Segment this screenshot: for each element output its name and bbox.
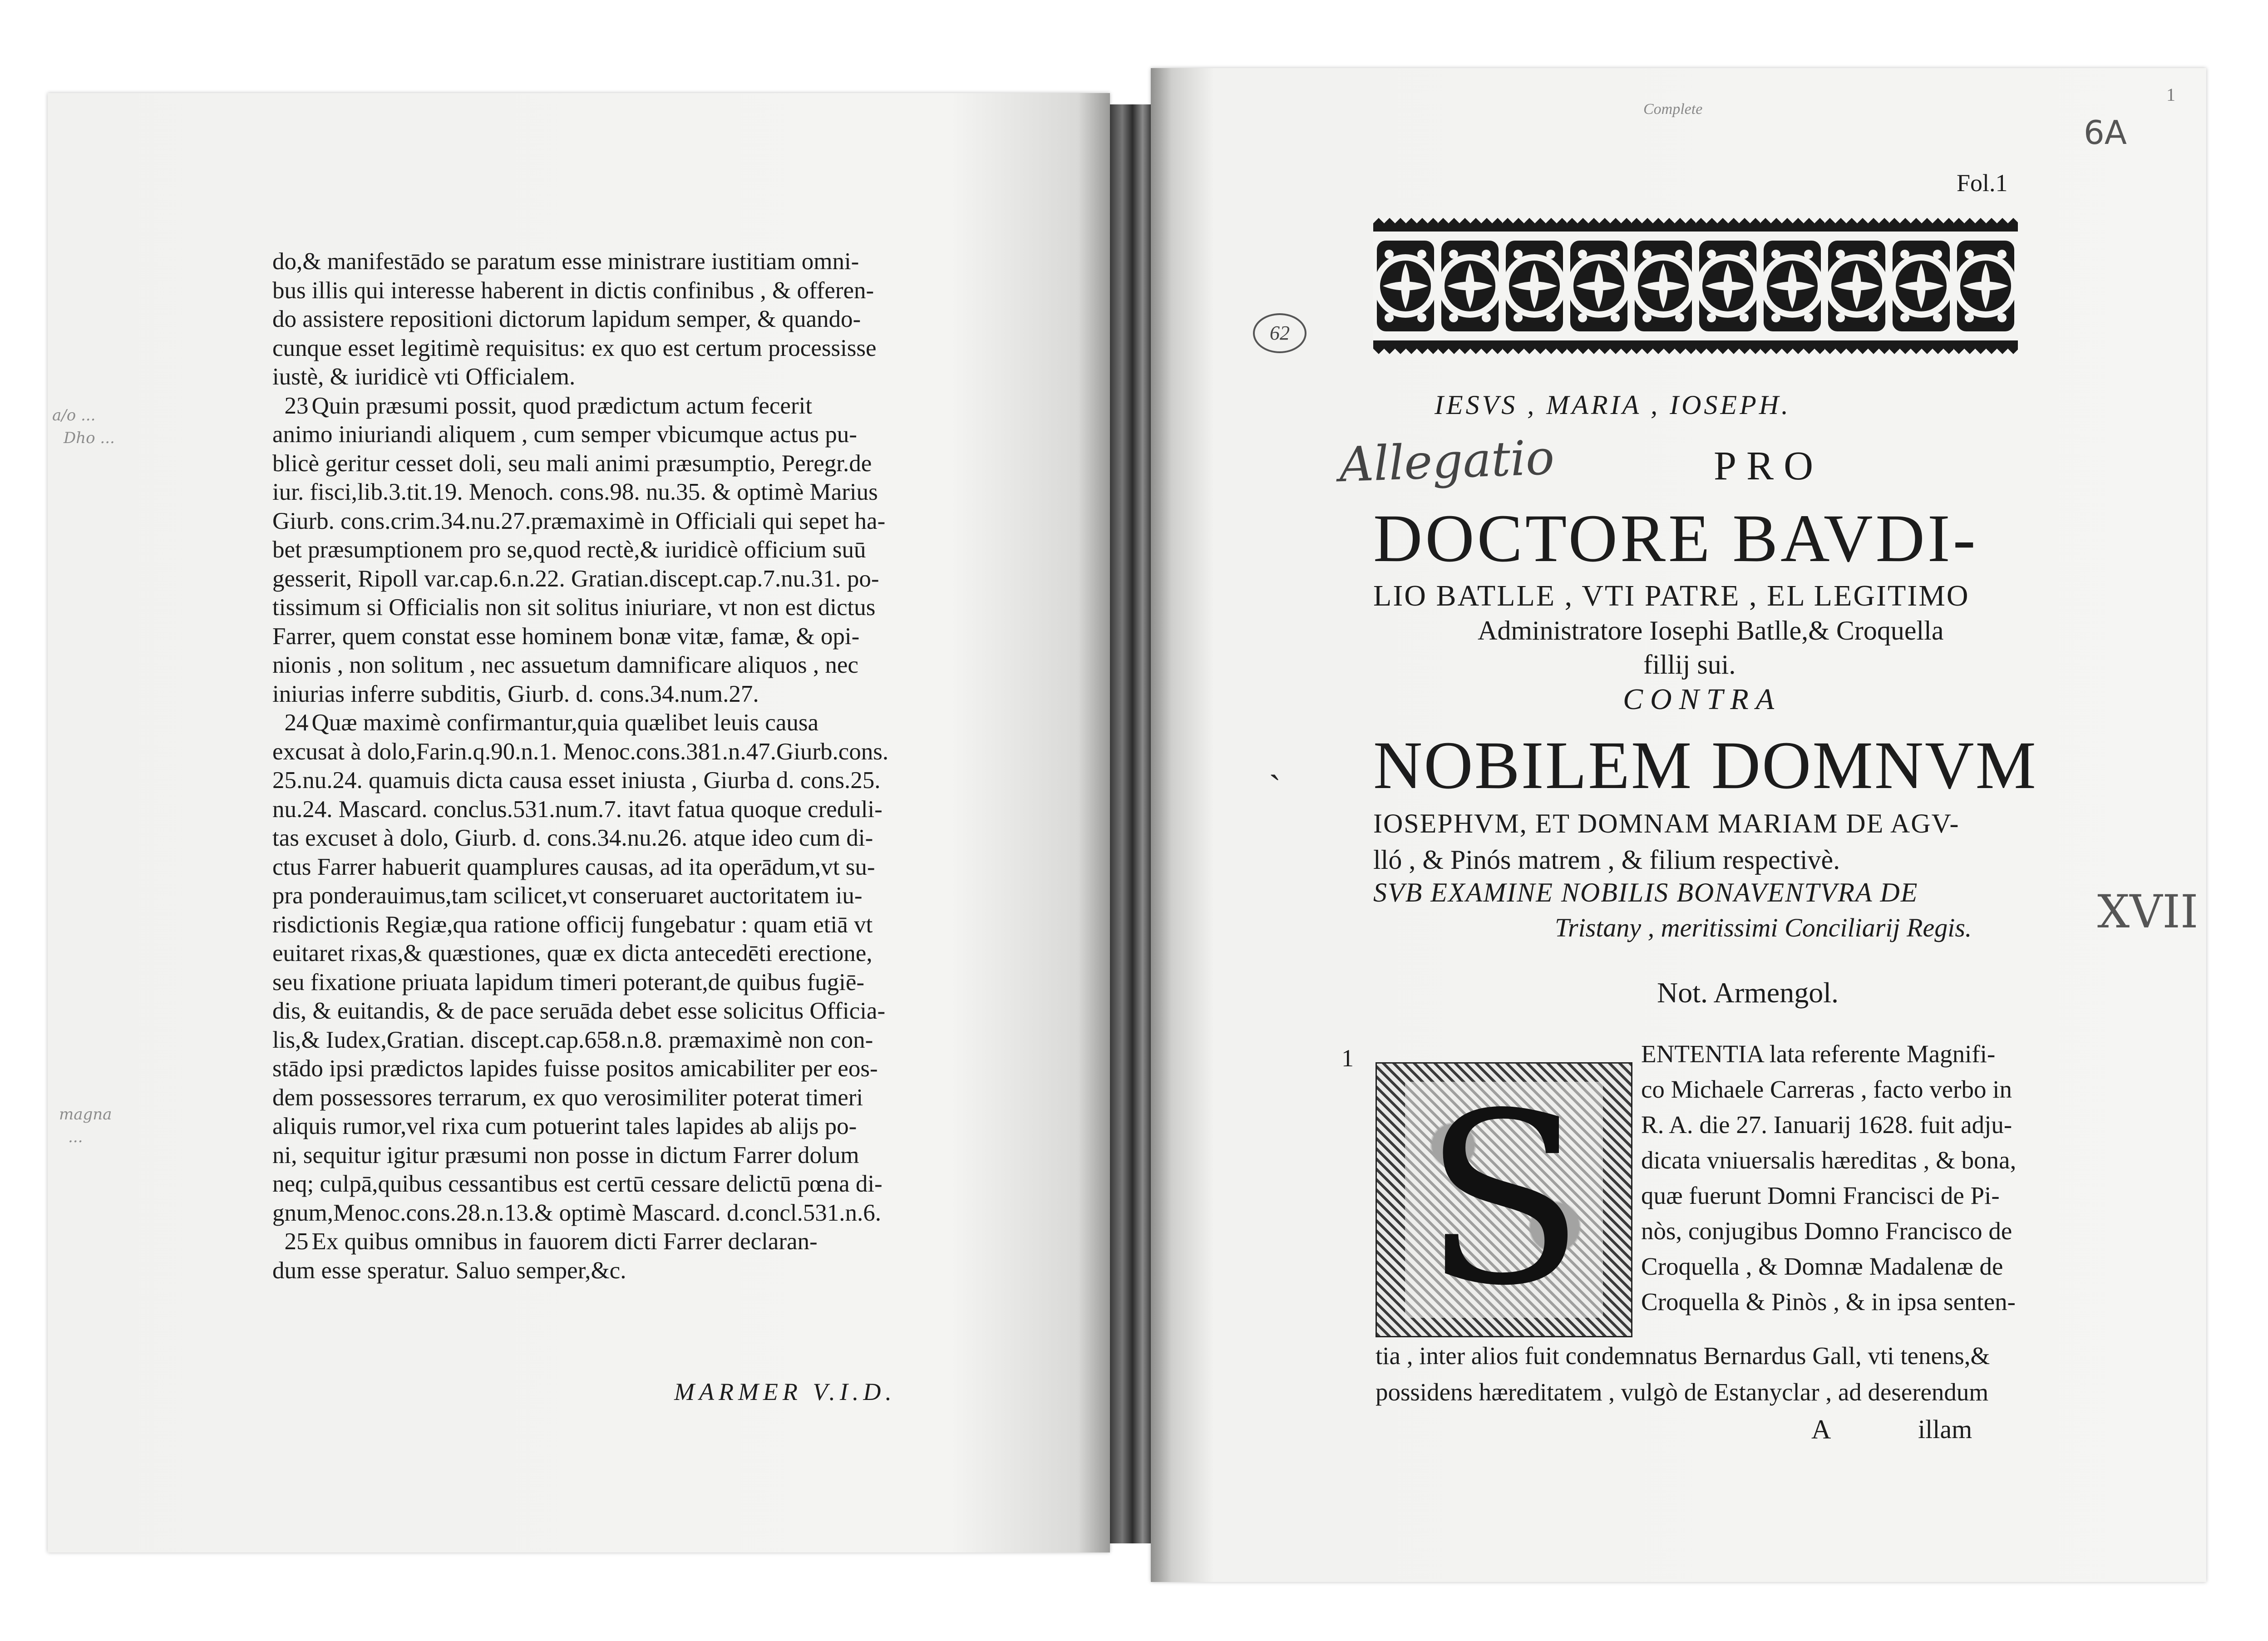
text-line: nu.24. Mascard. conclus.531.num.7. itavt fatua quoque creduli- bbox=[272, 796, 883, 823]
folio-number: Fol.1 bbox=[1957, 169, 2008, 197]
text-line: stādo ipsi prædictos lapides fuisse positos amicabiliter per eos- bbox=[272, 1055, 878, 1082]
text-line: ni, sequitur igitur præsumi non posse in dictum Farrer dolum bbox=[272, 1142, 859, 1168]
text-line: 25 Ex quibus omnibus in fauorem dicti Farrer declaran- bbox=[272, 1227, 944, 1257]
text-line: tas excuset à dolo, Giurb. d. cons.34.nu.26. atque ideo cum di- bbox=[272, 825, 873, 851]
text-line: pra ponderauimus,tam scilicet,vt conseruaret auctoritatem iu- bbox=[272, 882, 863, 909]
paragraph-number: 24 bbox=[284, 710, 309, 736]
paragraph-24 bbox=[272, 709, 944, 1227]
examiner-line: Tristany , meritissimi Conciliarij Regis. bbox=[1555, 913, 1972, 942]
title-line: Administratore Iosephi Batlle,& Croquella bbox=[1478, 616, 1944, 646]
paragraph-23 bbox=[272, 392, 944, 709]
margin-note: Dho ... bbox=[64, 429, 115, 447]
title-nobilem: NOBILEM DOMNVM bbox=[1373, 728, 2037, 803]
text-line: Croquella & Pinòs , & in ipsa senten- bbox=[1641, 1288, 2016, 1316]
paragraph-number: 23 bbox=[284, 392, 309, 419]
invocation-line: IESVS , MARIA , IOSEPH. bbox=[1435, 390, 1791, 420]
title-contra: CONTRA bbox=[1623, 683, 1782, 716]
text-line: Giurb. cons.crim.34.nu.27.præmaximè in Officiali qui sepet ha- bbox=[272, 508, 886, 534]
handwritten-label: Allegatio bbox=[1338, 429, 1555, 493]
text-line: bet præsumptionem pro se,quod rectè,& iuridicè officium suū bbox=[272, 537, 866, 563]
pencil-note: Complete bbox=[1643, 101, 1703, 118]
ink-mark: ˎ bbox=[1269, 740, 1281, 780]
signature: MARMER V.I.D. bbox=[674, 1378, 896, 1405]
text-line: Farrer, quem constat esse hominem bonæ vitæ, famæ, & opi- bbox=[272, 623, 860, 650]
roman-numeral-note: XVII bbox=[2097, 885, 2199, 938]
left-page-text bbox=[272, 247, 944, 1285]
text-line: Croquella , & Domnæ Madalenæ de bbox=[1641, 1252, 2003, 1280]
text-line: neq; culpā,quibus cessantibus est certū cessare delictū pœna di- bbox=[272, 1171, 883, 1197]
text-line: dum esse speratur. Saluo semper,&c. bbox=[272, 1257, 626, 1284]
text-line: risdictionis Regiæ,qua ratione officij fungebatur : quam etiā vt bbox=[272, 911, 873, 938]
text-line: dem possessores terrarum, ex quo verosimiliter poterat timeri bbox=[272, 1084, 863, 1111]
text-line: iustè, & iuridicè vti Officialem. bbox=[272, 364, 576, 390]
text-line: animo iniuriandi aliquem , cum semper vbicumque actus pu- bbox=[272, 421, 857, 448]
text-line: lis,& Iudex,Gratian. discept.cap.658.n.8. præmaximè non con- bbox=[272, 1026, 873, 1053]
title-line: IOSEPHVM, ET DOMNAM MARIAM DE AGV- bbox=[1373, 808, 1960, 838]
text-line: cunque esset legitimè requisitus: ex quo est certum processisse bbox=[272, 335, 877, 361]
paragraph-25 bbox=[272, 1227, 944, 1285]
text-line: tissimum si Officialis non sit solitus iniuriare, vt non est dictus bbox=[272, 594, 876, 621]
text-line: gesserit, Ripoll var.cap.6.n.22. Gratian.discept.cap.7.nu.31. po- bbox=[272, 565, 879, 592]
title-line: lló , & Pinós matrem , & filium respectivè. bbox=[1373, 845, 1840, 875]
corner-handwritten-note: 6A bbox=[2084, 113, 2127, 152]
title-pro: PRO bbox=[1714, 444, 1824, 488]
text-line: nionis , non solitum , nec assuetum damnificare aliquos , nec bbox=[272, 652, 858, 678]
title-line: fillij sui. bbox=[1643, 650, 1736, 680]
text-line: dis, & euitandis, & de pace seruāda debet esse solicitus Officia- bbox=[272, 998, 886, 1024]
ornamental-header-band bbox=[1373, 218, 2018, 354]
text-line: co Michaele Carreras , facto verbo in bbox=[1641, 1075, 2012, 1103]
text-line: blicè geritur cesset doli, seu mali animi præsumptio, Peregr.de bbox=[272, 450, 872, 477]
text-line: 24 Quæ maximè confirmantur,quia quælibet leuis causa bbox=[272, 709, 944, 738]
text-line: tia , inter alios fuit condemnatus Bernardus Gall, vti tenens,& bbox=[1376, 1342, 1990, 1370]
text-line: R. A. die 27. Ianuarij 1628. fuit adju- bbox=[1641, 1111, 2012, 1138]
corner-mark: 1 bbox=[2166, 84, 2175, 105]
title-doctor: DOCTORE BAVDI- bbox=[1373, 501, 1978, 576]
text-line: 25.nu.24. quamuis dicta causa esset iniusta , Giurba d. cons.25. bbox=[272, 767, 881, 793]
text-line: do assistere repositioni dictorum lapidum semper, & quando- bbox=[272, 306, 861, 332]
text-line: aliquis rumor,vel rixa cum potuerint tales lapides ab alijs po- bbox=[272, 1113, 857, 1139]
decorated-drop-cap: S bbox=[1376, 1062, 1632, 1337]
catchword: illam bbox=[1918, 1414, 1972, 1444]
signature-mark: A bbox=[1811, 1414, 1831, 1444]
text-line: ENTENTIA lata referente Magnifi- bbox=[1641, 1040, 1996, 1068]
text-line: dicata vniuersalis hæreditas , & bona, bbox=[1641, 1146, 2017, 1174]
paragraph-number: 1 bbox=[1341, 1045, 1354, 1072]
margin-note: ... bbox=[68, 1128, 83, 1146]
text-line: gnum,Menoc.cons.28.n.13.& optimè Mascard. d.concl.531.n.6. bbox=[272, 1199, 881, 1226]
text-line: iur. fisci,lib.3.tit.19. Menoch. cons.98. nu.35. & optimè Marius bbox=[272, 479, 878, 505]
text-line: do,& manifestādo se paratum esse ministrare iustitiam omni- bbox=[272, 248, 859, 275]
text-line: 23 Quin præsumi possit, quod prædictum actum fecerit bbox=[272, 392, 944, 421]
paragraph-number: 25 bbox=[284, 1228, 309, 1255]
notary-line: Not. Armengol. bbox=[1657, 976, 1839, 1009]
text-line: excusat à dolo,Farin.q.90.n.1. Menoc.cons.381.n.47.Giurb.cons. bbox=[272, 738, 889, 765]
text-line: bus illis qui interesse haberent in dictis confinibus , & offeren- bbox=[272, 277, 874, 304]
examiner-line: SVB EXAMINE NOBILIS BONAVENTVRA DE bbox=[1373, 877, 1918, 907]
text-line: ctus Farrer habuerit quamplures causas, ad ita operādum,vt su- bbox=[272, 853, 875, 880]
text-line: nòs, conjugibus Domno Francisco de bbox=[1641, 1217, 2012, 1245]
margin-note: a/o ... bbox=[52, 406, 96, 424]
book-gutter bbox=[1110, 104, 1151, 1543]
circled-archive-number: 62 bbox=[1253, 313, 1307, 353]
opening-paragraph bbox=[272, 247, 944, 392]
text-line: euitaret rixas,& quæstiones, quæ ex dicta antecedēti erectione, bbox=[272, 940, 873, 966]
text-line: iniurias inferre subditis, Giurb. d. cons.34.num.27. bbox=[272, 680, 759, 707]
text-line: quæ fuerunt Domni Francisci de Pi- bbox=[1641, 1182, 2000, 1209]
text-line: seu fixatione priuata lapidum timeri poterant,de quibus fugiē- bbox=[272, 969, 865, 995]
title-line: LIO BATLLE , VTI PATRE , EL LEGITIMO bbox=[1373, 579, 1970, 612]
text-line: possidens hæreditatem , vulgò de Estanyclar , ad deserendum bbox=[1376, 1378, 1989, 1406]
margin-note: magna bbox=[59, 1105, 112, 1124]
